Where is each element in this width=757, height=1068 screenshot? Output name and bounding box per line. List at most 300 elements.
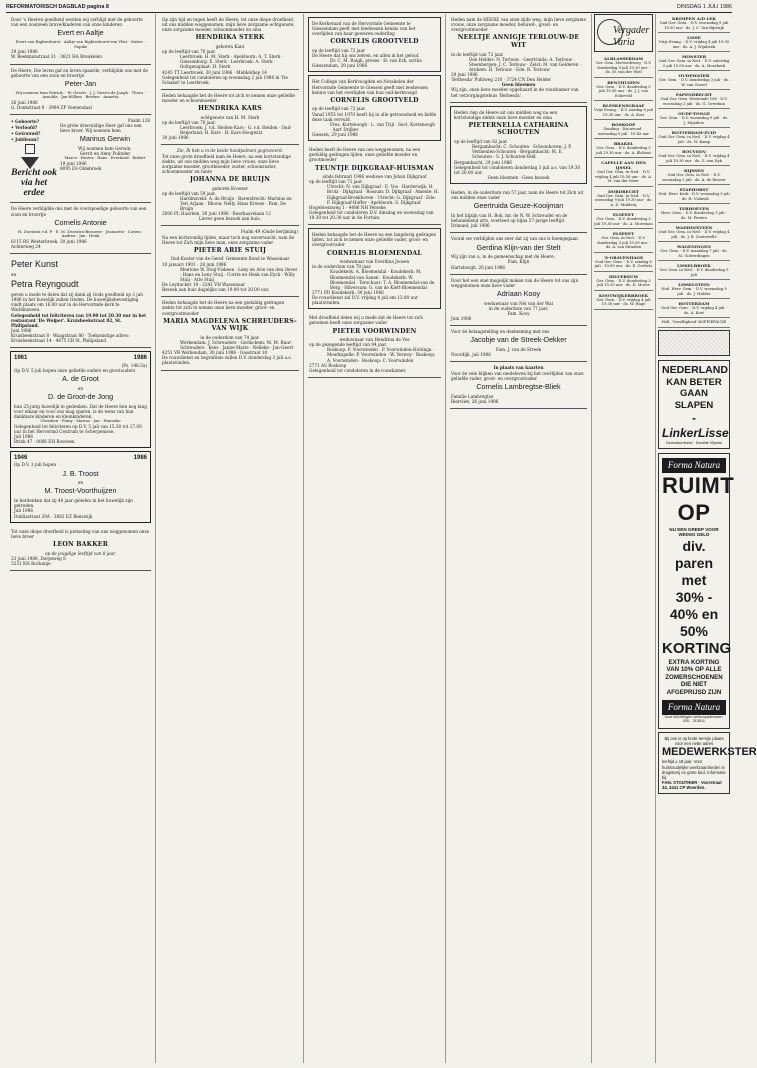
ad-address: Hartsburgh, 26 juni 1986 — [451, 264, 506, 270]
ad-body: hun 25-jarig huwelijk te gedenken. Dat de Heere hen nog lang voor elkaar en voor ons mag sparen, is de wens van hun dankbare kinderen en kleinkinderen. — [14, 403, 147, 419]
ad-address: 2000 PL Haarlem, 30 juni 1986 · Boerhaavelaan 12 — [162, 211, 271, 217]
obituary-hendrika-kars — [161, 90, 299, 145]
bericht-slogan: Bericht ook via het erdee — [11, 167, 57, 198]
photo-placeholder-image — [658, 330, 730, 356]
meeting-item — [658, 90, 730, 109]
ad-address: 8095 ES Oldebroek — [60, 166, 102, 172]
ad-intro: Zie, Ik heb u in de beide handpalmen gegraveerd. — [176, 148, 284, 154]
ad-body: geven u mede te delen dat zij dank zij Gods goedheid op 3 juli 1986 in het huwelijk zullen treden. De huwelijksbevestiging vindt plaats om 16.00 uur in de Hervormde kerk te Waddinxveen. — [11, 292, 143, 313]
ad-name: MARIA MAGDELENA SCHREUDERS-VAN WIJK — [163, 317, 297, 333]
column-2 — [157, 14, 304, 1063]
column-4 — [446, 14, 592, 1063]
meeting-town: ELSPEET — [612, 212, 635, 218]
ad-age: op de leeftijd van 82 jaar. — [454, 139, 508, 144]
meeting-details: Oud Ger. Gem. in Ned. · D.V. vrijdag 4 juli · ds. J. B. Zoutewelle — [658, 230, 730, 239]
vergader-title: Vergader Varia — [613, 25, 650, 49]
ad-body: H. Zweistra v.d. P · E. M. Zweistra-Brouwer · Jeannette · Corien · Andrea · Jan · Henk — [17, 228, 144, 239]
ad-forma-natura — [658, 453, 735, 729]
ad-age: in de ouderdom van 77 jaar. — [488, 305, 549, 311]
ad-intro: Met droefheid delen wij u mede dat de Heere tot zich genomen heeft onze zorgzame vader — [309, 315, 423, 326]
ad-name-1: A. de Groot — [62, 373, 99, 383]
ad-body: Wij noemen hem Patrick. · W. Geerts · J. J. Geerts-de Jongh · Thera · Arnolda · Jan-Willem · Bertine · Annetta — [15, 89, 146, 100]
obituary-terlouw-de-wit — [450, 14, 587, 103]
ad-intro: Heden behaagde het de Heere na een geduldig gedragen ziekte tot zich te nemen onze lieve moeder, groot- en overgrootmoeder — [162, 300, 285, 316]
obituary-schouten — [450, 106, 587, 184]
ad-people: Leerbroek: H. M. Sterk · Apeldoorn: A. T. Sterk · Giessenburg: E. Sterk · Leerbroek: A. Sterk · Ooltgensplaat: H. Sterk — [180, 54, 283, 70]
ad-date: 6115 RS Westerbroek, 30 juni 1986 — [11, 238, 87, 244]
ad-parents: Gerrit en Anny Polinder — [79, 151, 131, 157]
meeting-details: Ger. Gem. Merwedeweg · D.V. donderdag 3 juli 19.30 uur · ds. M. van der Wiel — [595, 60, 652, 75]
meeting-town: 'S-GRAVENHAGE — [603, 254, 644, 260]
meeting-town: HILVERSUM — [609, 273, 638, 279]
ad-address: De Leyducker 19 · 2241 VH Wassenaar — [162, 282, 246, 287]
ad-intro: De Kerkeraad van de Hervormde Gemeente te Giessendam geeft met leedwezen kennis van het overlijden van haar gewezen ouderling — [312, 21, 416, 37]
ad-sub: geboren Kroezer — [212, 185, 248, 191]
meeting-details: Zending · Dia-avond · woensdag 9 juli · 19.45 uur — [597, 127, 650, 136]
meeting-item — [658, 185, 730, 204]
ad-body: Vanaf 1955 tot 1970 heeft hij in alle getrouwheid en liefde deze taak vervuld. — [312, 111, 437, 122]
bullet-2: • Verloofd? — [11, 125, 38, 131]
meeting-item — [594, 54, 653, 78]
ad-intro: Heden behaagde het de Heere tot zich te nemen onze geliefde moeder en schoonmoeder — [162, 92, 295, 104]
birth-ad-cornelis-antonie — [10, 203, 151, 254]
ad-head: Psalm 128 — [128, 118, 150, 124]
bullet-3: • Getrouwd? — [11, 131, 41, 137]
meeting-town: LISSELSTEIN — [678, 282, 710, 288]
ad-body: Wij zijn van u, in de gemeenschap met de Heere. — [451, 254, 556, 260]
meeting-town: OUDE-TONGE — [678, 111, 710, 117]
ad-intro: De grote drievuldige Heer gaf ons een lieve broer. Wij noemen hem — [60, 123, 142, 134]
ad-intro: Het College van Kerkvoogden en Notabelen der Hervormde Gemeente te Giessen geeft met leedwezen kennis van het overlijden van hun oud-kerkvoogd — [312, 79, 428, 95]
thanks-lambregtse — [450, 362, 587, 408]
ad-intro: Na een kortstondig lijden, maar toch nog onverwacht, nam de Heere tot Zich mijn lieve man, onze zorgzame vader — [162, 234, 295, 245]
ad-rouw: Gelegenheid tot condoleren donderdag 3 juli a.s. van 19.30 tot 20.00 uur. — [454, 164, 581, 175]
ad-address: 4245 TT Leerbroek, 30 juni 1986 · Middeldiep 14 — [162, 69, 267, 75]
ad-date: Biervliet, 26 juni 1986 — [451, 398, 499, 404]
service-and-birth-block — [10, 115, 151, 203]
ad-body: In het bijzijn van H. Bok, mr. de N. W. Schreuder en de behandelend arts, overleed op bijna 57-jarige leeftijd. — [451, 213, 568, 224]
ad-sign: Fam. Klijn — [507, 259, 530, 265]
ad-intro: Heden riep de Heere uit ons midden weg na een kortstondige ziekte onze lieve moeder en oma — [454, 109, 558, 120]
meeting-details: Oud Ger. Gem. in Ned. · D.V. vrijdag 4 juli 19.30 uur · ds. G. van Dyk — [658, 154, 730, 163]
meeting-town: ALBLASSERDAM — [603, 56, 644, 61]
ad-age: op de leeftijd van 71 jaar. — [309, 179, 363, 185]
ad-medewerkster — [658, 732, 757, 794]
ad-address: 2771 AS Boskoop — [309, 362, 347, 368]
meeting-town: KOOTWIJKERBROEK — [598, 292, 649, 298]
meeting-details: Vrije Evang. · D.V. zondag 6 juli 19.30 uur · ds. A. Kort — [594, 108, 653, 117]
meeting-item — [658, 299, 730, 318]
ad-kids: Christien · Finny · Marius · Jan · Hanneke — [40, 417, 121, 423]
ad-address: 4251 VB Werkendam, 30 juni 1986 · Gasstraat 10 — [162, 350, 268, 356]
meeting-details: Ned. Herv. Kerk · D.V. woensdag 9 juli · ds. H. Visbeek — [658, 192, 730, 201]
meeting-town: ROUVEEN — [682, 149, 706, 155]
column-6 — [656, 14, 757, 1063]
meeting-town: LISSE — [687, 35, 701, 41]
meeting-details: Ger. Gem. · D.V. woensdag 9 juli · ds. J. Mijnders — [659, 116, 729, 125]
year-start: 1946 — [14, 455, 28, 462]
ad-intro: Op zijn tijd en tegen heeft de Heere, tot onze diepe droefheid, uit ons midden weggenomen, mijn lieve zorgzame echtgenote, onze zorgzame moeder, schoonmoeder en oma — [162, 17, 295, 33]
meeting-details: Ger. Gem. in Ned. · D.V. donderdag 3 juli 19.30 uur · ds. A. van Straalen — [597, 236, 650, 250]
ad-age: op de leeftijd van 72 jaar — [312, 47, 366, 53]
ad-people: Den Helder: N. Terlouw · Geertruida: A. Terlouw · Steenbergen: J. C. Terlouw · Zeist: M. van Gelderen · Arnhem: H. Terlouw · Ede: R. Terlouw — [469, 56, 582, 72]
ad-name-2: Petra Reyngoudt — [11, 279, 79, 290]
ad-name: LEON BAKKER — [52, 540, 109, 548]
meeting-item — [594, 158, 653, 187]
ad-intro: Heden behaagde het de Heere na een langdurig gedragen lijden, tot zich te nemen onze geliefde vader, groot- en overgrootvader — [312, 232, 437, 248]
meeting-details: Oud Ger. Gem. in Ned. · D.V. zaterdag 5 juli 15.00 uur · ds. A. Moerkerk — [658, 59, 730, 68]
ad-en: en — [77, 385, 84, 391]
ad-intro: De Heere verblijdde ons met de voorspoedige geboorte van een zoon en broertje — [11, 206, 147, 217]
ad-sign: Fres. Kortenoogh · L. van Trijl · Sect. Kortenoogh · Aart Drijber — [330, 121, 435, 132]
ad-en: en — [77, 480, 84, 486]
ad-sub: Oud-Koster van de Geref. Gemeente Bond te Wassenaar — [170, 256, 290, 262]
meeting-item — [658, 261, 730, 280]
meeting-item — [658, 33, 730, 52]
ad-people: Boskoop: F. Voorwinden · P. Voorwinden-Hoitinga · Moerkapelle: P. Voorwinden · W. Verwey · Boskoop: A. Voorwinden · Boskoop: C. Voorwinden — [327, 347, 436, 363]
arrow-shaft — [25, 144, 35, 154]
ad-date: Juli 1986 — [14, 433, 34, 439]
ad-sub: echtgenote van H. M. Sterk — [200, 114, 260, 120]
meeting-town: BENTHUIZEN — [607, 79, 640, 85]
ad-name: HENDRIKA KARS — [198, 105, 262, 113]
ruimt-op-sub: NU EEN GREEP VOOR WEINIG GELD — [669, 526, 719, 538]
ad-name: Marinus Gerwin — [79, 134, 131, 144]
ad-intro: Heden heeft de Heere van ons weggenomen, na een geduldig gedragen lijden, onze geliefde moeder en grootmoeder — [309, 147, 421, 163]
ad-intro: Heden nam de HEERE van onze zijde weg, mijn lieve zorgzame vrouw, onze zorgzame moeder, behuwd-, groot- en overgrootmoeder — [451, 17, 586, 33]
ad-line-1: NEDERLAND — [662, 363, 728, 376]
ad-date: Juli 1986 — [14, 508, 34, 514]
meeting-item — [594, 139, 653, 158]
ad-name: HENDRIKA STERK — [195, 34, 265, 42]
ad-people: Utrecht: N. van Dijkgraaf · E. Vos · Harderwijk: H. Brotz · Dijkgraaf · Rossum: D. Dijkgraaf · Ameide: H. Dijkgraaf-Broekhoven · Utrecht: G. Dijkgraaf · Ede: F. Dijkgraaf-Hoffer · Apeldoorn: S. Dijkgraaf — [327, 184, 439, 205]
ad-date: Giessen, 29 juni 1986 — [312, 132, 358, 137]
meeting-item — [594, 101, 653, 120]
ad-people: Bergambacht: C. Schouten · Schoonhoven: J. P. Vermeulen-Schouten · Bergambacht: M. E. Schouten · S. J. Schouten-Veld — [472, 144, 572, 160]
ad-name: Cornelis Lambregtse-Bliek — [476, 381, 561, 391]
meeting-town: ROTTERDAM-ZUID — [671, 130, 717, 136]
birth-ad-peter-jan — [10, 65, 151, 116]
ad-head: Geen bloemen — [501, 82, 536, 88]
thanks-kooy — [450, 275, 587, 327]
ad-sub: sinds februari 1986 weduwe van Johan Dijkgraaf — [322, 174, 427, 180]
meeting-details: Ger. Gem. · D.V. donderdag 3 juli 19.30 uur · ds. A. Elshout — [596, 146, 651, 155]
ruimt-op-headline: RUIMT OP — [662, 473, 735, 525]
medew-body: leeftijd ± 18 jaar. Voor huishoudelijke werkzaamheden in drogisterij en grote bed. Informatie bij: — [662, 759, 726, 780]
obituary-bloemendal — [308, 228, 441, 309]
meeting-list — [594, 54, 653, 310]
ad-sub: Wij noemen hem Gerwin. — [78, 146, 132, 152]
masthead-left: REFORMATORISCH DAGBLAD pagina 8 — [6, 4, 109, 10]
ad-name: Peter-Jan — [64, 78, 97, 88]
ad-name-2: M. Troost-Voorthuijzen — [44, 486, 117, 496]
meeting-item — [594, 272, 653, 291]
ad-date: Giessendam, 29 juni 1986 — [312, 63, 368, 69]
meeting-details: Oud Ger. Gem. · D.V. vrijdag 4 juli · ds. A. Kort — [661, 306, 727, 315]
meeting-town: BOSKOOP — [611, 122, 636, 128]
meeting-details: Oud Ger. Gem. in Ned. · D.V. woensdag 9 juli 19.30 uur · ds. A. D. Mulderij — [594, 193, 653, 207]
meeting-item — [658, 280, 730, 299]
ad-rouw: De rouwdienst zal D.V. vrijdag 4 juli om 13.00 uur plaatsvinden. — [312, 295, 418, 306]
meeting-item — [594, 78, 653, 102]
ad-intro: Op D.V. 5 juli hopen onze geliefde ouders en grootouders — [14, 367, 136, 373]
ad-people: Koudekerk: A. Bloemendal · Koudekerk: M. Bloemendal-van Sanen · Koudekerk: W. Bloemendal · Terschuur: T. A. Bloemendal-van de Berg · Hilversum: G. van de Kieft-Bloemendal — [330, 269, 435, 290]
ad-age: in de leeftijd van 72 jaar. — [451, 51, 504, 57]
meeting-item — [658, 204, 730, 223]
meeting-town: TERHOEVEN — [678, 206, 710, 212]
ad-address: G. Donkstraat 6 · 3904 ZP Veenendaal — [11, 104, 92, 110]
ad-date: 30 juni 1986 — [162, 135, 189, 141]
ad-nederland-slapen — [658, 360, 730, 449]
meeting-town: PAPENDRECHT — [675, 92, 713, 98]
bullet-4: • Jubileum? — [11, 137, 39, 143]
meeting-details: Oud Ger. Gem. · D.V. zondag 6 juli · 19.00 uur · ds. E. Crebets — [594, 259, 653, 269]
ad-rouw: Gelegenheid tot condoleren D.V. dinsdag en woensdag van 19.30 tot 20.30 uur in de Fortuin. — [309, 209, 434, 221]
ad-age: op de leeftijd van 70 jaar. — [162, 49, 216, 55]
ad-date: Juni 1986 — [11, 327, 32, 333]
ad-name: CORNELIS GROOTVELD — [330, 38, 419, 46]
meeting-details: Ger. Gem. · D.V. donderdag 3 juli 19.30 uur · ds. D. Moree — [596, 278, 651, 288]
meeting-item — [658, 242, 730, 261]
meeting-item — [594, 229, 653, 253]
ad-en: en — [11, 271, 17, 277]
wedding-ad-kunst-reyngoudt — [10, 254, 151, 348]
meeting-details: Oud Ger. Gem. in Ned. · D.V. vrijdag 4 juli · ds. W. Kamp — [658, 135, 730, 144]
ad-rouw: Gelegenheid tot condoleren op woensdag 2 juli 1986 in 'De Schakel' te Leerbroek. — [162, 74, 288, 85]
meeting-town: CAPELLE AAN DEN IJSSEL — [601, 160, 646, 171]
ad-address: Dahliastraat 29A · 3082 EZ Bleiswijk — [14, 513, 93, 519]
meeting-details: Ger. Gem. · D.V. vrijdag 4 juli 19.30 uur · ds. W. Hage — [596, 297, 651, 307]
ad-sign: Familie Lambregtse — [451, 393, 494, 399]
ad-body: Evert van Righteshorst · Aaltje van Righteshorst-van Vliet · Sietse · Gopike — [15, 39, 146, 49]
service-box — [11, 118, 57, 198]
forma-address: Voor inlichtingen verkoopadressen: 030 - 313511 — [664, 714, 724, 724]
ad-note: Geen bloemen · Geen bezoek — [487, 174, 550, 180]
masthead-right: DINSDAG 1 JULI 1986 — [676, 4, 732, 10]
ad-name: CORNELIS BLOEMENDAL — [327, 249, 422, 257]
meeting-item — [658, 14, 730, 33]
meeting-item — [658, 223, 730, 242]
ad-rouw: De rouwdienst en begrafenis zullen D.V. donderdag 3 juli a.s. plaatsvinden. — [162, 355, 292, 366]
ad-intro: Voor de vele blijken van medeleven bij het overlijden van onze geliefde vader, groot- en overgrootvader — [451, 370, 584, 381]
ad-age: op de leeftijd van 72 jaar. — [312, 106, 366, 112]
korting-percentages: 30% - 40% en 50% — [669, 589, 719, 640]
meeting-town: WAGENINGEN — [677, 244, 711, 250]
medew-intro: Bij ons is op korte termijn plaats voor een nette adres — [664, 735, 724, 746]
ad-people: Werkendam: J. Schreuders · Gorinchem: M. M. Buur-Schreuders · Kees · Janne-Marie · Nelleke · Jan-Geert — [180, 339, 294, 350]
ad-name: PIETER ARIE STUIJ — [193, 246, 267, 254]
ad-people: Hardinxveld: A. de Bruijn · Barendrecht: Marinus en Teri Arjaan · Rhoon: Nelly, Hans Kroeze · Pam, De Bruijn — [180, 195, 292, 212]
tent-ad — [658, 318, 730, 328]
ad-name: Jacobje van de Streek-Dekker — [470, 335, 567, 345]
meeting-town: LISSELBROEK — [677, 263, 711, 269]
ad-rouw: Gelegenheid tot condoleren in de rouwkamer. — [309, 367, 407, 373]
meeting-town: KRIMPEN A/D LEK — [672, 16, 716, 21]
anniversary-ad-de-groot — [10, 351, 151, 448]
meeting-details: Oud Ger. Gem. Westeinde 106 · D.V. woensdag 2 juli · ds. G. Overduin — [660, 97, 728, 106]
ad-name-2: D. de Groot-de Jong — [47, 391, 114, 401]
meeting-town: MONSTER — [681, 54, 707, 60]
meeting-details: Oud Ger. Gem. · D.V. woensdag 9 juli 19.30 uur · ds. J. C. Van Rijswijk — [659, 20, 729, 30]
meeting-details: Herv. Gem. · D.V. donderdag 3 juli · ds. M. Pieters — [661, 211, 727, 220]
ad-sub: weduwnaar van Everdina Joosen — [339, 259, 410, 265]
ad-sub: in de ouderdom van 74 jaar. — [200, 334, 260, 340]
ad-date: Juni 1986 — [451, 316, 472, 322]
meeting-item — [594, 120, 653, 139]
obituary-maria-schreuders — [161, 297, 299, 370]
ad-name: NEELTJE ANNIGJE TERLOUW-DE WIT — [457, 34, 580, 49]
ad-sign: Dr. C. M. Ruigk, preses · H. van Erk, scriba — [330, 58, 422, 64]
meeting-item — [658, 166, 730, 185]
ad-sub: geboren Kant — [215, 43, 245, 49]
meeting-details: Ned. Herv. Gem. · D.V. woensdag 9 juli · ds. J. Mulder — [661, 287, 727, 296]
ad-intro: Door het een snel mogelijk maken van de Heere tot ons zijn weggenomen onze lieve vader — [451, 277, 579, 288]
ad-date: 29 juni 1986 — [451, 72, 478, 77]
extra-korting: EXTRA KORTING VAN 10% OP ALLE ZOMERSCHOENEN DIE NIET AFGEPRIJSD ZIJN — [665, 658, 723, 696]
meeting-item — [658, 52, 730, 71]
ad-date: 23 juni 1986, Dorpsweg 8 — [11, 555, 66, 561]
ad-address: 'Bethesda' Pultiweg 210 · 3724 CN Den Helder — [451, 77, 551, 83]
meeting-item — [594, 210, 653, 229]
ad-sign: Fam. J. van de Streek — [495, 347, 542, 353]
ad-years — [14, 455, 147, 462]
ad-body: De Heere dat hij ons zelven, en allen in het geloof. — [312, 53, 420, 59]
ad-sub: weduwnaar van Nel van der Wal — [484, 300, 553, 306]
ad-body: Tot onze grote droefheid nam de Heere, na een kortstondige ziekte, uit ons midden weg mijn lieve vrouw, onze lieve zorgzame moeder, grootmoeder, zuster, schoonzuster, schoonmoeder en tante — [162, 153, 291, 174]
ad-name-1: J. B. Troost — [62, 468, 99, 478]
ad-name: CORNELIS GROOTVELD — [330, 96, 419, 104]
obituary-voorwinden — [308, 312, 441, 378]
ad-head: Psalm 49 (Oude berijming) — [240, 229, 298, 235]
ad-body: Wij zijn, onze lieve moeder opgebaard in de rouwkamer van het verzorgingstehuis 'Bethesda'. — [451, 87, 579, 98]
anniversary-ad-troost — [10, 451, 151, 523]
thanks-van-de-streek — [450, 326, 587, 362]
ad-address: 3231 KH Rockanje — [11, 560, 51, 566]
meeting-details: Ger. Gem. · D.V. donderdag 3 juli 19.30 uur · ds. J. J. van Eckeveld — [596, 84, 651, 98]
ad-head: In plaats van kaarten — [493, 365, 544, 371]
thanks-klijn — [450, 233, 587, 274]
meeting-item — [594, 187, 653, 211]
ad-body: te herdenken dat zij 40 jaar geleden in het huwelijk zijn getreden. — [14, 498, 133, 509]
year-end: 1986 — [133, 455, 147, 462]
obituary-kerkeraad-grootveld — [308, 17, 441, 72]
ad-people: Mentone W. Stuij-Visbeen · Leny en Arie van den Oever · Hans en Leny Stuij · Corrie en Henk van Eyck · Willy Stuij · Arie Stuij — [180, 266, 298, 282]
ad-date: Bergambacht, 29 juni 1986 — [454, 159, 512, 165]
meeting-details: Ger. Gem. · D.V. maandag 7 juli · ds. M. Golverdingen — [660, 249, 728, 258]
ad-intro: Heden, in de ouderdom van 57 jaar, nam de Heere tot Zich uit ons midden onze vader — [451, 190, 584, 201]
ad-body: op de jeugdige leeftijd van 8 jaar. — [45, 550, 116, 556]
ad-name: JOHANNA DE BRUIJN — [189, 176, 271, 183]
meeting-item — [658, 109, 730, 128]
medew-address: FAM. STOUTHIER · Voorstraat 34, 3441 CP Woerden. — [662, 779, 722, 791]
meeting-details: Oud Ger. Gem. in Ned. · D.V. woensdag 2 juli · ds. A. de Reuver — [662, 173, 726, 182]
ad-kids: Marco · Hester · Hans · Everhard · Robert — [64, 155, 146, 161]
year-start: 1961 — [14, 355, 28, 362]
ad-rouw: Liever geen bezoek aan huis. — [199, 216, 261, 222]
year-end: 1986 — [133, 355, 147, 362]
ad-date: 29 juni 1986 — [11, 49, 38, 55]
obituary-dijkgraaf-huisman — [308, 144, 441, 225]
ad-date: 26 juni 1986 — [11, 99, 38, 105]
ad-date: Noordijk, juli 1986 — [451, 352, 491, 358]
ad-line-2: KAN BETER — [666, 376, 722, 388]
ad-name: Cornelis Antonie — [54, 217, 107, 227]
ad-reception: Gelegenheid tot feliciteren op D.V. 5 juli van 15.30 tot 17.00 uur in het Hervormd Centrum te Scherpenisse. — [14, 423, 142, 434]
ad-address: Hogeboomweg 1 · 4486 NH Yerseke — [309, 204, 386, 210]
thanks-geuze-kooijman — [450, 187, 587, 233]
meeting-town: ROTTERDAM — [678, 301, 710, 307]
meeting-details: Oud Ger. Gem. in Ned. · D.V. vrijdag 4 juli 19.30 uur · ds. A. H. van der Meer — [594, 170, 653, 184]
meeting-item — [658, 71, 730, 90]
ad-years — [14, 355, 147, 362]
ad-sub: weduwnaar van Hendrina de Vos — [339, 337, 410, 343]
ad-address: Achterweg 24 — [11, 243, 41, 249]
ad-address: Kruisbeekstraat 8 · Waagstraat 80 · Toekomstige adres: Kruisbeekstraat 14 · 4675 CB St. Philipsland — [11, 333, 130, 344]
ad-dates: 10 januari 1901 · 28 juni 1986 — [162, 261, 227, 267]
obituary-hendrika-sterk — [161, 14, 299, 90]
ad-age: op de gezegende leeftijd van 94 jaar. — [309, 342, 388, 348]
ad-age: op de leeftijd van 59 jaar. — [162, 190, 216, 196]
vergader-varia-header — [594, 14, 653, 52]
ad-name: Geertruida Geuze-Kooijman — [473, 201, 564, 211]
meeting-item — [594, 253, 653, 272]
meeting-town: BLESKENSGRAAF — [602, 103, 645, 109]
ad-logo-linkerlisse: -LinkerLisse — [662, 411, 729, 440]
meeting-details: Ger. Gem. · D.V. donderdag 3 juli 19.30 uur · ds. A. Moerman — [594, 217, 653, 226]
obituary-leon-bakker — [10, 526, 151, 571]
ad-intro: Door 's Heeren goedheid werden wij verblijd met de geboorte van een zoon/een brave/kinderen van onze kinderen — [11, 17, 143, 28]
obituary-pieter-arie-stuij — [161, 226, 299, 297]
meeting-item — [594, 291, 653, 310]
obituary-johanna-de-bruijn — [161, 145, 299, 226]
ad-address: W. Beekmanstraat 31 · 3621 HA Breukelen — [11, 54, 102, 60]
ad-intro: Op D.V. 3 juli hopen — [14, 462, 57, 468]
medew-title: MEDEWERKSTER — [662, 746, 757, 759]
column-1 — [6, 14, 156, 1063]
ad-address: Brink 47 · 8066 EH Rouveen — [14, 438, 75, 444]
meeting-town: WADDINXVEEN — [675, 225, 713, 231]
meeting-details: Vrije Evang. · D.V. vrijdag 4 juli 19.30 uur · ds. A. J. Wijnbeek — [658, 40, 730, 49]
meeting-town: OUDEWATER — [678, 73, 710, 79]
ad-line-3: GAAN SLAPEN — [674, 388, 714, 411]
ad-intro: Voor de belangstelling en deelneming met ons — [451, 329, 550, 335]
meeting-town: ELSPEET — [612, 231, 635, 237]
ad-age: in de ouderdom van 79 jaar. — [312, 264, 372, 270]
tent-label: Holl. 'Gezelligheid' KOFFIEPAUZE — [661, 320, 727, 325]
ad-name: PIETER VOORWINDEN — [332, 327, 417, 335]
obituary-college-grootveld — [308, 75, 441, 141]
newspaper-masthead — [6, 3, 732, 13]
forma-natura-logo: Forma Natura — [662, 458, 726, 473]
ad-date: Drinand, juli 1986 — [451, 223, 490, 229]
column-5-vergader-varia — [592, 14, 656, 1063]
ad-name: TEUNTJE DIJKGRAAF-HUISMAN — [315, 164, 434, 172]
ad-name: Adriaan Kooy — [496, 288, 541, 298]
ad-people: Leerbroek: J. v.d. Heiden-Kars · G. v.d. Heiden · Oud-Beijerland: H. Kars · H. Kars-Hoogwitz — [180, 125, 292, 136]
meeting-item — [658, 147, 730, 166]
ad-name-1: Peter Kunst — [11, 259, 59, 269]
birth-ad-evert-aaltje — [10, 14, 151, 65]
ad-intro: De Heere, Die leven gaf en leven spaarde, verblijdde ons met de geboorte van een zoon en broertje — [11, 67, 149, 78]
forma-natura-logo-2: Forma Natura — [662, 700, 726, 715]
column-3 — [304, 14, 446, 1063]
birth-ad-marinus — [60, 118, 150, 198]
bullet-1: • Geboorte? — [11, 119, 40, 125]
ad-rouw: Bezoek aan huis dagelijks van 19.00 tot 20.00 uur. — [162, 287, 270, 293]
meeting-town: STAPHORST — [679, 187, 709, 193]
ad-extra: Gelegenheid tot feliciteren van 19.00 tot 20.30 uur in het restaurant 'De Wolper'. Kruisbeekstraat 82, St. Philipsland. — [11, 312, 147, 328]
ad-names: Evert en Aaltje — [57, 28, 104, 38]
